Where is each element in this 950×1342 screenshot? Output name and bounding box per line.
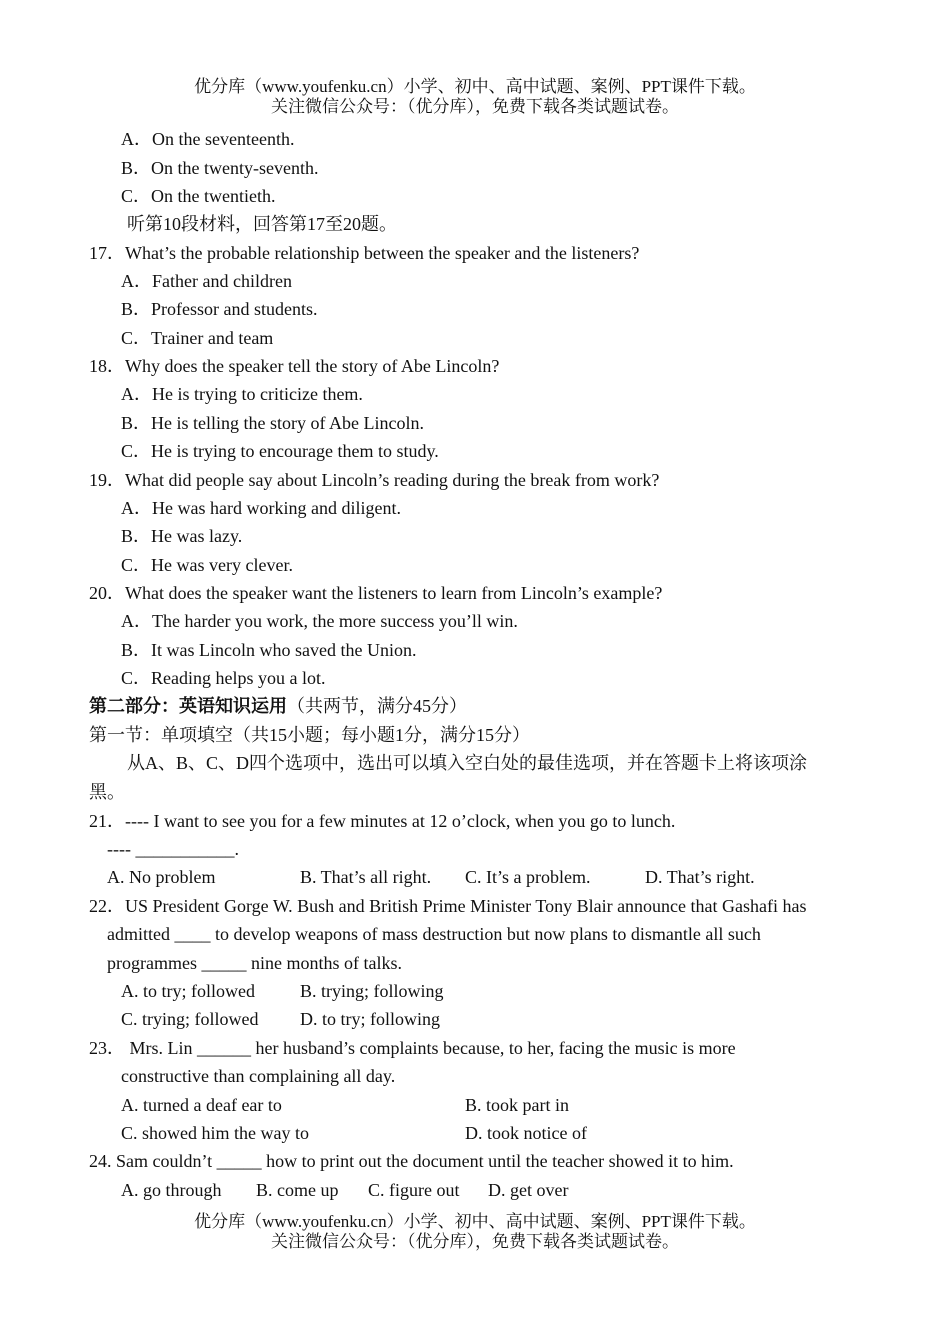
q24-option-a: A. go through <box>121 1180 222 1200</box>
instruction-line-1: 从A、B、C、D四个选项中，选出可以填入空白处的最佳选项，并在答题卡上将该项涂 <box>127 753 808 773</box>
q22-option-d: D. to try; following <box>300 1009 440 1029</box>
q21-option-a: A. No problem <box>107 867 216 887</box>
q18-option-c: C．He is trying to encourage them to study. <box>121 441 439 461</box>
q21-option-b: B. That’s all right. <box>300 867 432 887</box>
passage-10-intro: 听第10段材料，回答第17至20题。 <box>127 214 397 234</box>
q23-line-2: constructive than complaining all day. <box>121 1066 396 1086</box>
q17-stem: 17．What’s the probable relationship between the speaker and the listeners? <box>89 243 640 263</box>
q22-option-a: A. to try; followed <box>121 981 255 1001</box>
q22-line-2: admitted ____ to develop weapons of mass destruction but now plans to dismantle all such <box>107 924 761 944</box>
q22-option-c: C. trying; followed <box>121 1009 259 1029</box>
part2-heading <box>89 695 467 717</box>
q17-option-a: A．Father and children <box>121 271 292 291</box>
q24-option-c: C. figure out <box>368 1180 460 1200</box>
q24-line-1: 24. Sam couldn’t _____ how to print out the document until the teacher showed it to him. <box>89 1151 734 1171</box>
part2-note: （共两节，满分45分） <box>287 696 467 716</box>
q22-option-b: B. trying; following <box>300 981 444 1001</box>
q23-option-a: A. turned a deaf ear to <box>121 1095 282 1115</box>
q19-stem: 19．What did people say about Lincoln’s reading during the break from work? <box>89 470 660 490</box>
instruction-line-2: 黑。 <box>89 782 125 802</box>
part2-title: 第二部分：英语知识运用 <box>89 696 287 716</box>
footer-line-1: 优分库（www.youfenku.cn）小学、初中、高中试题、案例、PPT课件下载。 <box>194 1212 756 1231</box>
q16-option-b: B．On the twenty-seventh. <box>121 158 319 178</box>
q21-option-d: D. That’s right. <box>645 867 755 887</box>
q16-option-a: A．On the seventeenth. <box>121 129 295 149</box>
q23-option-c: C. showed him the way to <box>121 1123 309 1143</box>
q23-option-b: B. took part in <box>465 1095 569 1115</box>
q23-line-1: 23． Mrs. Lin ______ her husband’s complaints because, to her, facing the music is more <box>89 1038 736 1058</box>
section1-heading: 第一节：单项填空（共15小题；每小题1分，满分15分） <box>89 725 530 745</box>
q17-option-b: B．Professor and students. <box>121 299 318 319</box>
q19-option-a: A．He was hard working and diligent. <box>121 498 401 518</box>
q20-option-a: A．The harder you work, the more success you’ll win. <box>121 611 518 631</box>
q18-option-a: A．He is trying to criticize them. <box>121 384 363 404</box>
q22-line-1: 22．US President Gorge W. Bush and British Prime Minister Tony Blair announce that Gashafi has <box>89 896 807 916</box>
header-line-1: 优分库（www.youfenku.cn）小学、初中、高中试题、案例、PPT课件下载。 <box>194 77 756 96</box>
q22-line-3: programmes _____ nine months of talks. <box>107 953 402 973</box>
q18-stem: 18．Why does the speaker tell the story of Abe Lincoln? <box>89 356 500 376</box>
q18-option-b: B．He is telling the story of Abe Lincoln. <box>121 413 424 433</box>
q21-line-2: ---- ___________. <box>107 839 239 859</box>
q21-option-c: C. It’s a problem. <box>465 867 591 887</box>
q20-stem: 20．What does the speaker want the listeners to learn from Lincoln’s example? <box>89 583 663 603</box>
q23-option-d: D. took notice of <box>465 1123 587 1143</box>
q24-option-d: D. get over <box>488 1180 569 1200</box>
q20-option-c: C．Reading helps you a lot. <box>121 668 326 688</box>
header-line-2: 关注微信公众号：（优分库），免费下载各类试题试卷。 <box>271 97 679 116</box>
q17-option-c: C．Trainer and team <box>121 328 274 348</box>
q24-option-b: B. come up <box>256 1180 339 1200</box>
q19-option-b: B．He was lazy. <box>121 526 243 546</box>
q19-option-c: C．He was very clever. <box>121 555 293 575</box>
footer-line-2: 关注微信公众号：（优分库），免费下载各类试题试卷。 <box>271 1232 679 1251</box>
q16-option-c: C．On the twentieth. <box>121 186 276 206</box>
q21-line-1: 21．---- I want to see you for a few minutes at 12 o’clock, when you go to lunch. <box>89 811 676 831</box>
q20-option-b: B．It was Lincoln who saved the Union. <box>121 640 417 660</box>
